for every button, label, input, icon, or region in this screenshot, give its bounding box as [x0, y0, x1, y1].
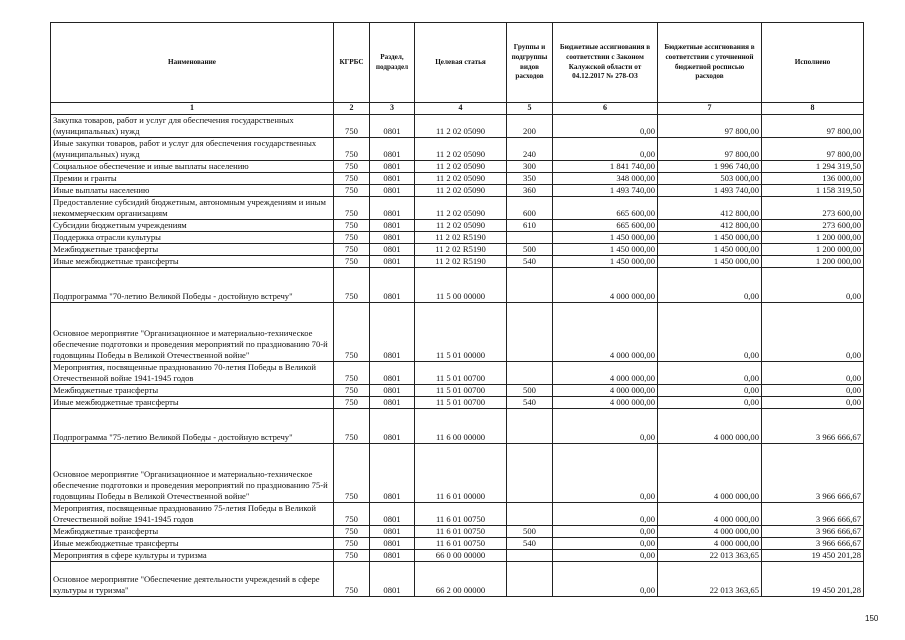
cell-law-amount: 665 600,00: [553, 219, 658, 231]
table-row: [51, 114, 864, 137]
cell-target: 11 6 00 00000: [415, 408, 507, 443]
cell-roll-amount: 22 013 363,65: [658, 549, 762, 561]
cell-name: Межбюджетные трансферты: [51, 243, 334, 255]
cell-law-amount: 4 000 000,00: [553, 361, 658, 384]
cell-target: 11 5 01 00700: [415, 384, 507, 396]
cell-target: 11 6 01 00750: [415, 502, 507, 525]
cell-section: 0801: [370, 114, 415, 137]
cell-target: 11 2 02 05090: [415, 184, 507, 196]
cell-law-amount: 0,00: [553, 137, 658, 160]
cell-group: 500: [507, 243, 553, 255]
table-row: [51, 537, 864, 549]
cell-target: 11 5 00 00000: [415, 267, 507, 302]
cell-executed-amount: 1 158 319,50: [762, 184, 864, 196]
cell-law-amount: 0,00: [553, 443, 658, 502]
cell-executed-amount: 3 966 666,67: [762, 408, 864, 443]
table-body: [51, 114, 864, 596]
cell-target: 11 5 01 00700: [415, 361, 507, 384]
cell-name: Межбюджетные трансферты: [51, 525, 334, 537]
header-group: Группы и подгруппы видов расходов: [507, 23, 553, 103]
cell-roll-amount: 0,00: [658, 361, 762, 384]
cell-roll-amount: 0,00: [658, 396, 762, 408]
cell-name: Социальное обеспечение и иные выплаты населению: [51, 160, 334, 172]
cell-executed-amount: 1 200 000,00: [762, 243, 864, 255]
cell-kgrbs: 750: [334, 537, 370, 549]
cell-law-amount: 0,00: [553, 561, 658, 596]
cell-target: 11 2 02 05090: [415, 137, 507, 160]
cell-target: 11 6 01 00750: [415, 525, 507, 537]
cell-target: 11 2 02 05090: [415, 114, 507, 137]
cell-group: [507, 561, 553, 596]
cell-roll-amount: 4 000 000,00: [658, 502, 762, 525]
table-row: [51, 196, 864, 219]
cell-executed-amount: 0,00: [762, 302, 864, 361]
cell-section: 0801: [370, 361, 415, 384]
cell-name: Закупка товаров, работ и услуг для обеспечения государственных (муниципальных) нужд: [51, 114, 334, 137]
cell-kgrbs: 750: [334, 525, 370, 537]
cell-roll-amount: 1 996 740,00: [658, 160, 762, 172]
cell-law-amount: 665 600,00: [553, 196, 658, 219]
table-row: [51, 160, 864, 172]
cell-target: 11 2 02 R5190: [415, 231, 507, 243]
cell-law-amount: 4 000 000,00: [553, 384, 658, 396]
cell-name: Поддержка отрасли культуры: [51, 231, 334, 243]
cell-kgrbs: 750: [334, 549, 370, 561]
cell-law-amount: 1 450 000,00: [553, 255, 658, 267]
cell-kgrbs: 750: [334, 502, 370, 525]
cell-target: 66 2 00 00000: [415, 561, 507, 596]
table-row: [51, 137, 864, 160]
table-row: [51, 549, 864, 561]
cell-section: 0801: [370, 549, 415, 561]
cell-law-amount: 4 000 000,00: [553, 302, 658, 361]
column-number: 8: [762, 103, 864, 115]
cell-kgrbs: 750: [334, 255, 370, 267]
cell-kgrbs: 750: [334, 184, 370, 196]
cell-roll-amount: 0,00: [658, 384, 762, 396]
cell-group: 540: [507, 255, 553, 267]
cell-group: 240: [507, 137, 553, 160]
cell-executed-amount: 0,00: [762, 384, 864, 396]
cell-kgrbs: 750: [334, 443, 370, 502]
cell-executed-amount: 0,00: [762, 396, 864, 408]
cell-roll-amount: 1 450 000,00: [658, 243, 762, 255]
cell-law-amount: 348 000,00: [553, 172, 658, 184]
cell-name: Основное мероприятие "Организационное и материально-техническое обеспечение подготовки и проведения мероприятий по празднованию 75-й годовщины Победы в Великой Отечественной войне": [51, 443, 334, 502]
cell-section: 0801: [370, 408, 415, 443]
cell-roll-amount: 412 800,00: [658, 196, 762, 219]
column-number: 6: [553, 103, 658, 115]
cell-name: Основное мероприятие "Организационное и материально-техническое обеспечение подготовки и проведения мероприятий по празднованию 70-й годовщины Победы в Великой Отечественной войне": [51, 302, 334, 361]
table-row: [51, 231, 864, 243]
cell-roll-amount: 1 450 000,00: [658, 255, 762, 267]
cell-section: 0801: [370, 137, 415, 160]
cell-group: [507, 361, 553, 384]
cell-kgrbs: 750: [334, 561, 370, 596]
column-number: 5: [507, 103, 553, 115]
cell-section: 0801: [370, 302, 415, 361]
cell-law-amount: 1 841 740,00: [553, 160, 658, 172]
cell-roll-amount: 4 000 000,00: [658, 537, 762, 549]
cell-group: [507, 443, 553, 502]
cell-group: [507, 267, 553, 302]
cell-roll-amount: 22 013 363,65: [658, 561, 762, 596]
cell-name: Мероприятия, посвященные празднованию 70-летия Победы в Великой Отечественной войне 1941-1945 годов: [51, 361, 334, 384]
cell-section: 0801: [370, 525, 415, 537]
cell-name: Мероприятия в сфере культуры и туризма: [51, 549, 334, 561]
cell-executed-amount: 273 600,00: [762, 219, 864, 231]
column-number: 4: [415, 103, 507, 115]
cell-section: 0801: [370, 267, 415, 302]
cell-name: Премии и гранты: [51, 172, 334, 184]
cell-law-amount: 0,00: [553, 502, 658, 525]
cell-group: 200: [507, 114, 553, 137]
cell-executed-amount: 273 600,00: [762, 196, 864, 219]
cell-section: 0801: [370, 184, 415, 196]
header-name: Наименование: [51, 23, 334, 103]
cell-roll-amount: 97 800,00: [658, 137, 762, 160]
table-row: [51, 561, 864, 596]
table-row: [51, 525, 864, 537]
cell-target: 11 6 01 00000: [415, 443, 507, 502]
cell-law-amount: 4 000 000,00: [553, 267, 658, 302]
cell-executed-amount: 3 966 666,67: [762, 537, 864, 549]
header-row: [51, 23, 864, 103]
cell-section: 0801: [370, 172, 415, 184]
cell-target: 11 5 01 00000: [415, 302, 507, 361]
cell-law-amount: 0,00: [553, 114, 658, 137]
cell-section: 0801: [370, 384, 415, 396]
cell-executed-amount: 136 000,00: [762, 172, 864, 184]
table-row: [51, 396, 864, 408]
cell-group: 360: [507, 184, 553, 196]
cell-section: 0801: [370, 561, 415, 596]
cell-target: 66 0 00 00000: [415, 549, 507, 561]
cell-kgrbs: 750: [334, 302, 370, 361]
table-row: [51, 302, 864, 361]
cell-law-amount: 0,00: [553, 537, 658, 549]
cell-executed-amount: 1 200 000,00: [762, 255, 864, 267]
cell-target: 11 2 02 R5190: [415, 243, 507, 255]
cell-section: 0801: [370, 231, 415, 243]
header-kgrbs: КГРБС: [334, 23, 370, 103]
cell-roll-amount: 0,00: [658, 302, 762, 361]
cell-name: Субсидии бюджетным учреждениям: [51, 219, 334, 231]
cell-kgrbs: 750: [334, 408, 370, 443]
cell-kgrbs: 750: [334, 267, 370, 302]
page-number: 150: [865, 614, 879, 623]
cell-group: 610: [507, 219, 553, 231]
cell-law-amount: 1 450 000,00: [553, 231, 658, 243]
table-row: [51, 443, 864, 502]
cell-law-amount: 0,00: [553, 408, 658, 443]
cell-kgrbs: 750: [334, 172, 370, 184]
cell-executed-amount: 1 200 000,00: [762, 231, 864, 243]
cell-roll-amount: 97 800,00: [658, 114, 762, 137]
cell-target: 11 6 01 00750: [415, 537, 507, 549]
cell-law-amount: 0,00: [553, 525, 658, 537]
cell-kgrbs: 750: [334, 361, 370, 384]
cell-kgrbs: 750: [334, 231, 370, 243]
column-number: 2: [334, 103, 370, 115]
cell-executed-amount: 3 966 666,67: [762, 443, 864, 502]
cell-group: [507, 231, 553, 243]
cell-kgrbs: 750: [334, 219, 370, 231]
cell-group: 540: [507, 396, 553, 408]
cell-executed-amount: 3 966 666,67: [762, 525, 864, 537]
table-row: [51, 408, 864, 443]
header-law: Бюджетные ассигнования в соответствии с Законом Калужской области от 04.12.2017 № 278-ОЗ: [553, 23, 658, 103]
cell-section: 0801: [370, 443, 415, 502]
cell-section: 0801: [370, 537, 415, 549]
cell-kgrbs: 750: [334, 196, 370, 219]
cell-name: Подпрограмма "70-летию Великой Победы - достойную встречу": [51, 267, 334, 302]
cell-section: 0801: [370, 196, 415, 219]
cell-group: 500: [507, 384, 553, 396]
cell-roll-amount: 0,00: [658, 267, 762, 302]
column-number-row: [51, 103, 864, 115]
cell-roll-amount: 4 000 000,00: [658, 443, 762, 502]
cell-executed-amount: 97 800,00: [762, 114, 864, 137]
cell-roll-amount: 4 000 000,00: [658, 408, 762, 443]
cell-name: Иные закупки товаров, работ и услуг для обеспечения государственных (муниципальных) нужд: [51, 137, 334, 160]
cell-roll-amount: 503 000,00: [658, 172, 762, 184]
table-row: [51, 384, 864, 396]
cell-kgrbs: 750: [334, 114, 370, 137]
cell-kgrbs: 750: [334, 243, 370, 255]
cell-group: [507, 502, 553, 525]
cell-executed-amount: 0,00: [762, 267, 864, 302]
cell-executed-amount: 3 966 666,67: [762, 502, 864, 525]
cell-law-amount: 1 493 740,00: [553, 184, 658, 196]
table-row: [51, 361, 864, 384]
cell-roll-amount: 4 000 000,00: [658, 525, 762, 537]
cell-roll-amount: 1 493 740,00: [658, 184, 762, 196]
cell-group: 350: [507, 172, 553, 184]
cell-executed-amount: 97 800,00: [762, 137, 864, 160]
cell-name: Мероприятия, посвященные празднованию 75-летия Победы в Великой Отечественной войне 1941-1945 годов: [51, 502, 334, 525]
cell-group: 500: [507, 525, 553, 537]
cell-law-amount: 4 000 000,00: [553, 396, 658, 408]
table-row: [51, 267, 864, 302]
column-number: 1: [51, 103, 334, 115]
cell-law-amount: 1 450 000,00: [553, 243, 658, 255]
cell-target: 11 2 02 05090: [415, 172, 507, 184]
cell-group: 300: [507, 160, 553, 172]
cell-target: 11 5 01 00700: [415, 396, 507, 408]
cell-group: 600: [507, 196, 553, 219]
cell-executed-amount: 0,00: [762, 361, 864, 384]
cell-executed-amount: 19 450 201,28: [762, 549, 864, 561]
cell-section: 0801: [370, 396, 415, 408]
table-row: [51, 184, 864, 196]
table-row: [51, 502, 864, 525]
cell-name: Иные межбюджетные трансферты: [51, 255, 334, 267]
cell-target: 11 2 02 R5190: [415, 255, 507, 267]
cell-section: 0801: [370, 219, 415, 231]
cell-name: Иные межбюджетные трансферты: [51, 396, 334, 408]
cell-target: 11 2 02 05090: [415, 196, 507, 219]
cell-group: [507, 408, 553, 443]
cell-executed-amount: 1 294 319,50: [762, 160, 864, 172]
cell-group: [507, 549, 553, 561]
cell-section: 0801: [370, 502, 415, 525]
cell-section: 0801: [370, 160, 415, 172]
cell-name: Иные межбюджетные трансферты: [51, 537, 334, 549]
cell-group: [507, 302, 553, 361]
cell-target: 11 2 02 05090: [415, 219, 507, 231]
cell-executed-amount: 19 450 201,28: [762, 561, 864, 596]
column-number: 7: [658, 103, 762, 115]
header-section: Раздел, подраздел: [370, 23, 415, 103]
cell-name: Межбюджетные трансферты: [51, 384, 334, 396]
cell-kgrbs: 750: [334, 384, 370, 396]
header-done: Исполнено: [762, 23, 864, 103]
cell-section: 0801: [370, 255, 415, 267]
header-roll: Бюджетные ассигнования в соответствии с уточненной бюджетной росписью расходов: [658, 23, 762, 103]
cell-kgrbs: 750: [334, 160, 370, 172]
cell-name: Основное мероприятие "Обеспечение деятельности учреждений в сфере культуры и туризма": [51, 561, 334, 596]
header-target: Целевая статья: [415, 23, 507, 103]
cell-roll-amount: 412 800,00: [658, 219, 762, 231]
cell-name: Подпрограмма "75-летию Великой Победы - достойную встречу": [51, 408, 334, 443]
table-row: [51, 219, 864, 231]
cell-target: 11 2 02 05090: [415, 160, 507, 172]
budget-table: [50, 22, 864, 597]
table-row: [51, 243, 864, 255]
table-row: [51, 172, 864, 184]
cell-kgrbs: 750: [334, 396, 370, 408]
cell-roll-amount: 1 450 000,00: [658, 231, 762, 243]
cell-law-amount: 0,00: [553, 549, 658, 561]
cell-name: Предоставление субсидий бюджетным, автономным учреждениям и иным некоммерческим организациям: [51, 196, 334, 219]
table-row: [51, 255, 864, 267]
cell-name: Иные выплаты населению: [51, 184, 334, 196]
cell-group: 540: [507, 537, 553, 549]
column-number: 3: [370, 103, 415, 115]
cell-section: 0801: [370, 243, 415, 255]
cell-kgrbs: 750: [334, 137, 370, 160]
